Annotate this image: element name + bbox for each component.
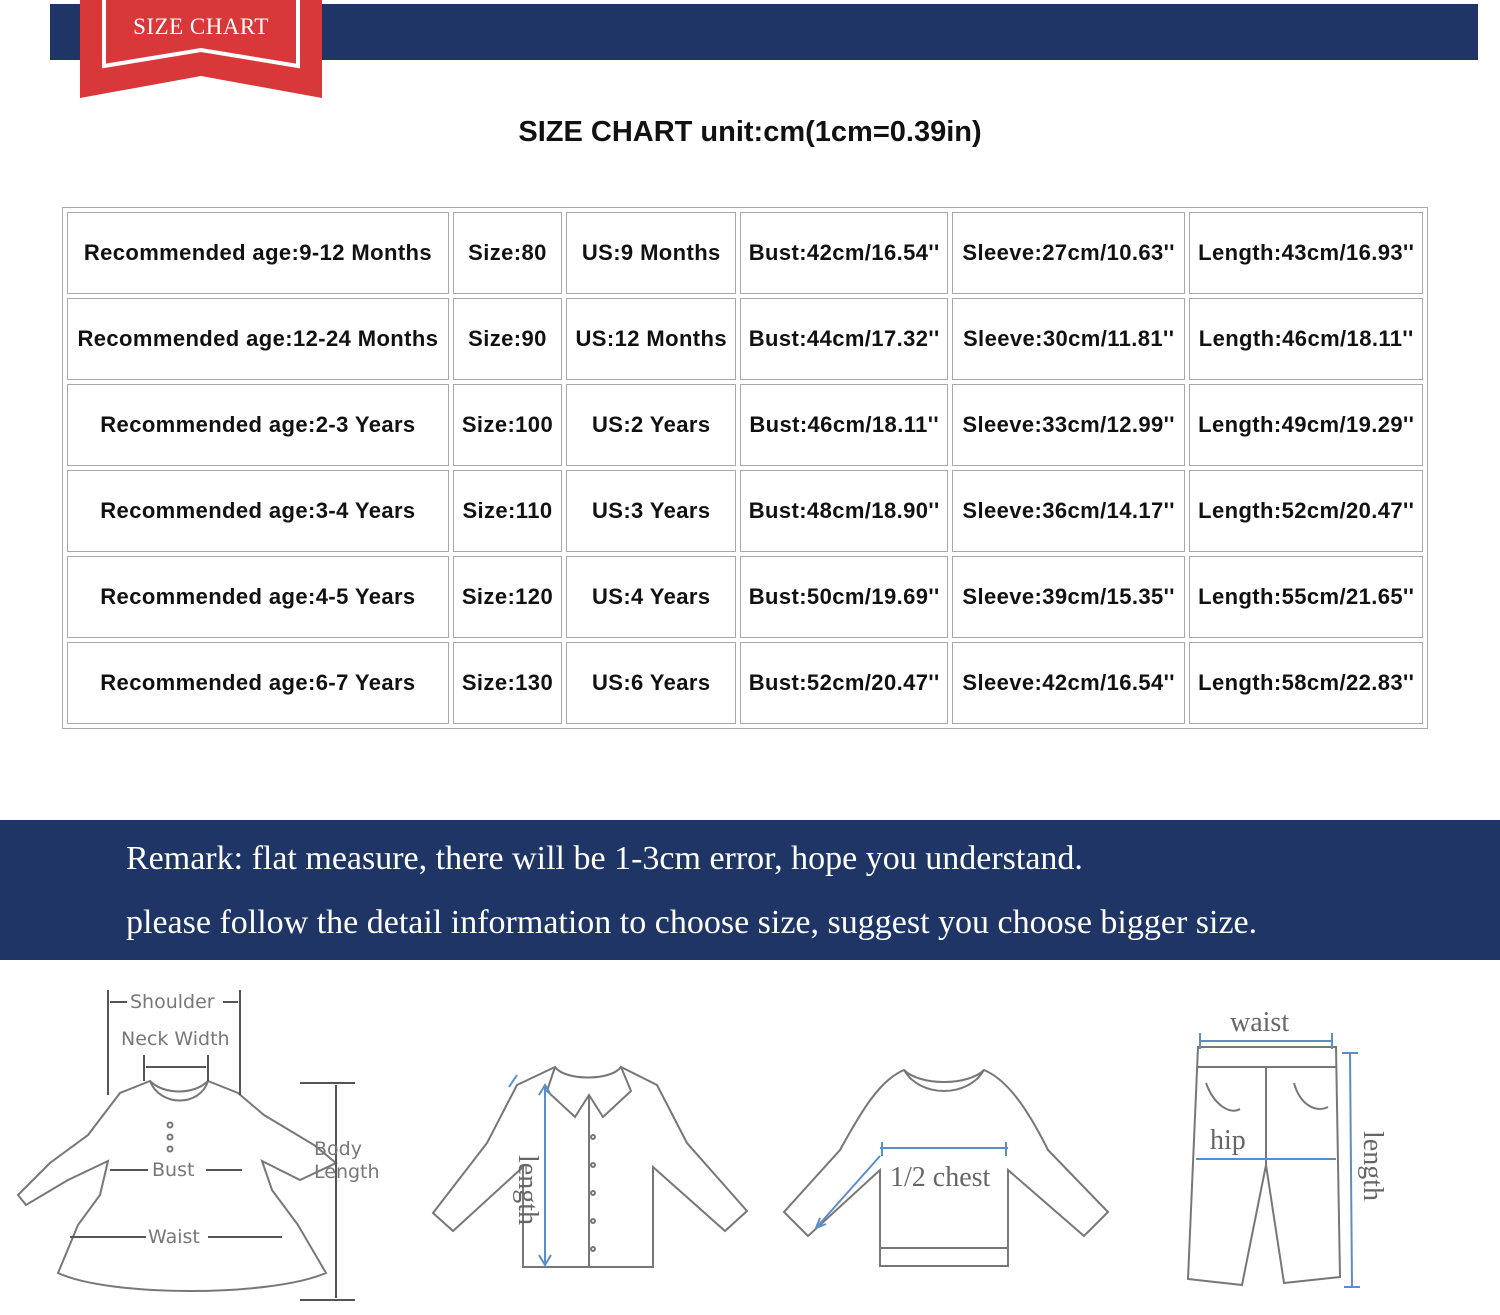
badge-label: SIZE CHART	[133, 14, 269, 39]
size-cell: Size:120	[453, 556, 562, 638]
us-size-cell: US:4 Years	[566, 556, 736, 638]
half-chest-label: 1/2 chest	[890, 1162, 991, 1193]
sleeve-cell: Sleeve:27cm/10.63''	[952, 212, 1186, 294]
size-cell: Size:110	[453, 470, 562, 552]
table-row	[67, 384, 1423, 466]
table-row	[67, 556, 1423, 638]
bust-cell: Bust:52cm/20.47''	[740, 642, 947, 724]
age-cell: Recommended age:2-3 Years	[67, 384, 449, 466]
sleeve-cell: Sleeve:39cm/15.35''	[952, 556, 1186, 638]
sleeve-cell: Sleeve:33cm/12.99''	[952, 384, 1186, 466]
pants-diagram	[1170, 1005, 1410, 1295]
length-cell: Length:58cm/22.83''	[1189, 642, 1423, 724]
length-cell: Length:52cm/20.47''	[1189, 470, 1423, 552]
size-cell: Size:90	[453, 298, 562, 380]
age-cell: Recommended age:4-5 Years	[67, 556, 449, 638]
waist-label: Waist	[148, 1226, 200, 1248]
size-cell: Size:80	[453, 212, 562, 294]
us-size-cell: US:12 Months	[566, 298, 736, 380]
bust-cell: Bust:42cm/16.54''	[740, 212, 947, 294]
dress-diagram	[10, 985, 400, 1310]
age-cell: Recommended age:3-4 Years	[67, 470, 449, 552]
table-row	[67, 642, 1423, 724]
us-size-cell: US:2 Years	[566, 384, 736, 466]
shoulder-label: Shoulder	[130, 991, 215, 1013]
pants-hip-label: hip	[1210, 1125, 1246, 1156]
size-table	[62, 207, 1428, 729]
pants-waist-label: waist	[1230, 1007, 1290, 1038]
remark-line-1: Remark: flat measure, there will be 1-3cm error, hope you understand.	[126, 840, 1083, 877]
age-cell: Recommended age:12-24 Months	[67, 298, 449, 380]
us-size-cell: US:6 Years	[566, 642, 736, 724]
bust-cell: Bust:44cm/17.32''	[740, 298, 947, 380]
size-chart-badge	[80, 0, 322, 98]
remark-banner	[0, 820, 1500, 960]
sleeve-cell: Sleeve:36cm/14.17''	[952, 470, 1186, 552]
bust-label: Bust	[152, 1159, 195, 1181]
table-row	[67, 298, 1423, 380]
pants-length-label: length	[1357, 1131, 1388, 1201]
us-size-cell: US:9 Months	[566, 212, 736, 294]
length-cell: Length:43cm/16.93''	[1189, 212, 1423, 294]
size-cell: Size:130	[453, 642, 562, 724]
sleeve-cell: Sleeve:42cm/16.54''	[952, 642, 1186, 724]
length-cell: Length:46cm/18.11''	[1189, 298, 1423, 380]
sweater-diagram	[780, 1060, 1120, 1280]
chart-title: SIZE CHART unit:cm(1cm=0.39in)	[518, 116, 982, 148]
remark-line-2: please follow the detail information to choose size, suggest you choose bigger size.	[126, 904, 1258, 941]
neck-width-label: Neck Width	[121, 1028, 230, 1050]
size-cell: Size:100	[453, 384, 562, 466]
shirt-diagram	[425, 1055, 755, 1280]
bust-cell: Bust:50cm/19.69''	[740, 556, 947, 638]
bust-cell: Bust:48cm/18.90''	[740, 470, 947, 552]
age-cell: Recommended age:6-7 Years	[67, 642, 449, 724]
length-cell: Length:49cm/19.29''	[1189, 384, 1423, 466]
body-label: Body	[314, 1138, 362, 1160]
bust-cell: Bust:46cm/18.11''	[740, 384, 947, 466]
shirt-length-label: length	[512, 1155, 543, 1225]
age-cell: Recommended age:9-12 Months	[67, 212, 449, 294]
sleeve-cell: Sleeve:30cm/11.81''	[952, 298, 1186, 380]
length-cell: Length:55cm/21.65''	[1189, 556, 1423, 638]
body-length-label: Length	[314, 1161, 380, 1183]
table-row	[67, 470, 1423, 552]
table-row	[67, 212, 1423, 294]
us-size-cell: US:3 Years	[566, 470, 736, 552]
